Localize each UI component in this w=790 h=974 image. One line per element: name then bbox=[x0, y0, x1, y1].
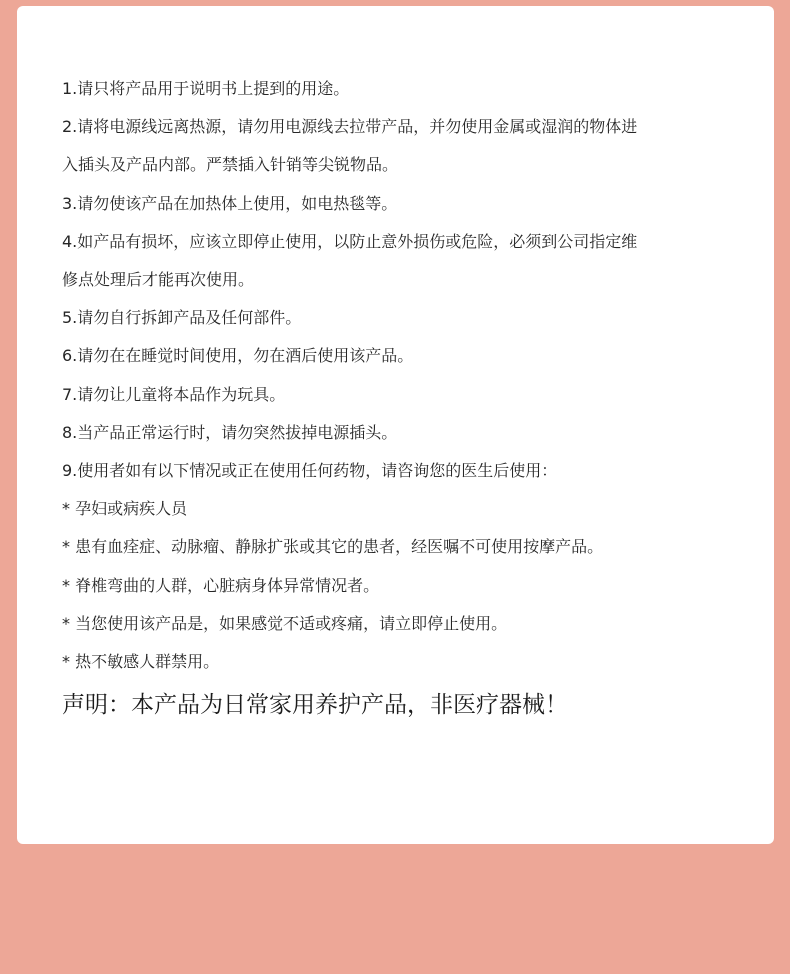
content-card bbox=[17, 6, 774, 844]
disclaimer-statement: 声明：本产品为日常家用养护产品，非医疗器械！ bbox=[62, 692, 568, 719]
instruction-line-5: 5.请勿自行拆卸产品及任何部件。 bbox=[62, 308, 302, 328]
instruction-line-1: 1.请只将产品用于说明书上提到的用途。 bbox=[62, 79, 350, 98]
instruction-line-3: 3.请勿使该产品在加热体上使用，如电热毯等。 bbox=[62, 193, 398, 213]
instruction-line-9: 9.使用者如有以下情况或正在使用任何药物，请咨询您的医生后使用： bbox=[62, 461, 558, 481]
instruction-line-7: 7.请勿让儿童将本品作为玩具。 bbox=[62, 384, 286, 404]
instruction-line-2-continued: 入插头及产品内部。严禁插入针销等尖锐物品。 bbox=[62, 155, 399, 175]
instruction-line-8: 8.当产品正常运行时，请勿突然拔掉电源插头。 bbox=[62, 422, 398, 442]
bullet-item-4: * 当您使用该产品是，如果感觉不适或疼痛，请立即停止使用。 bbox=[62, 613, 508, 633]
instructions-text bbox=[62, 70, 712, 727]
bullet-item-2: * 患有血痊症、动脉瘤、静脉扩张或其它的患者，经医嘱不可使用按摩产品。 bbox=[62, 537, 604, 557]
instruction-line-4-continued: 修点处理后才能再次使用。 bbox=[62, 270, 255, 290]
bullet-item-3: * 脊椎弯曲的人群，心脏病身体异常情况者。 bbox=[62, 575, 380, 595]
instruction-line-2: 2.请将电源线远离热源，请勿用电源线去拉带产品，并勿使用金属或湿润的物体进 bbox=[62, 117, 638, 137]
bullet-item-1: * 孕妇或病疾人员 bbox=[62, 499, 188, 519]
bullet-item-5: * 热不敏感人群禁用。 bbox=[62, 652, 220, 672]
instruction-line-4: 4.如产品有损坏，应该立即停止使用，以防止意外损伤或危险，必须到公司指定维 bbox=[62, 231, 638, 251]
instruction-line-6: 6.请勿在在睡觉时间使用，勿在酒后使用该产品。 bbox=[62, 346, 414, 366]
